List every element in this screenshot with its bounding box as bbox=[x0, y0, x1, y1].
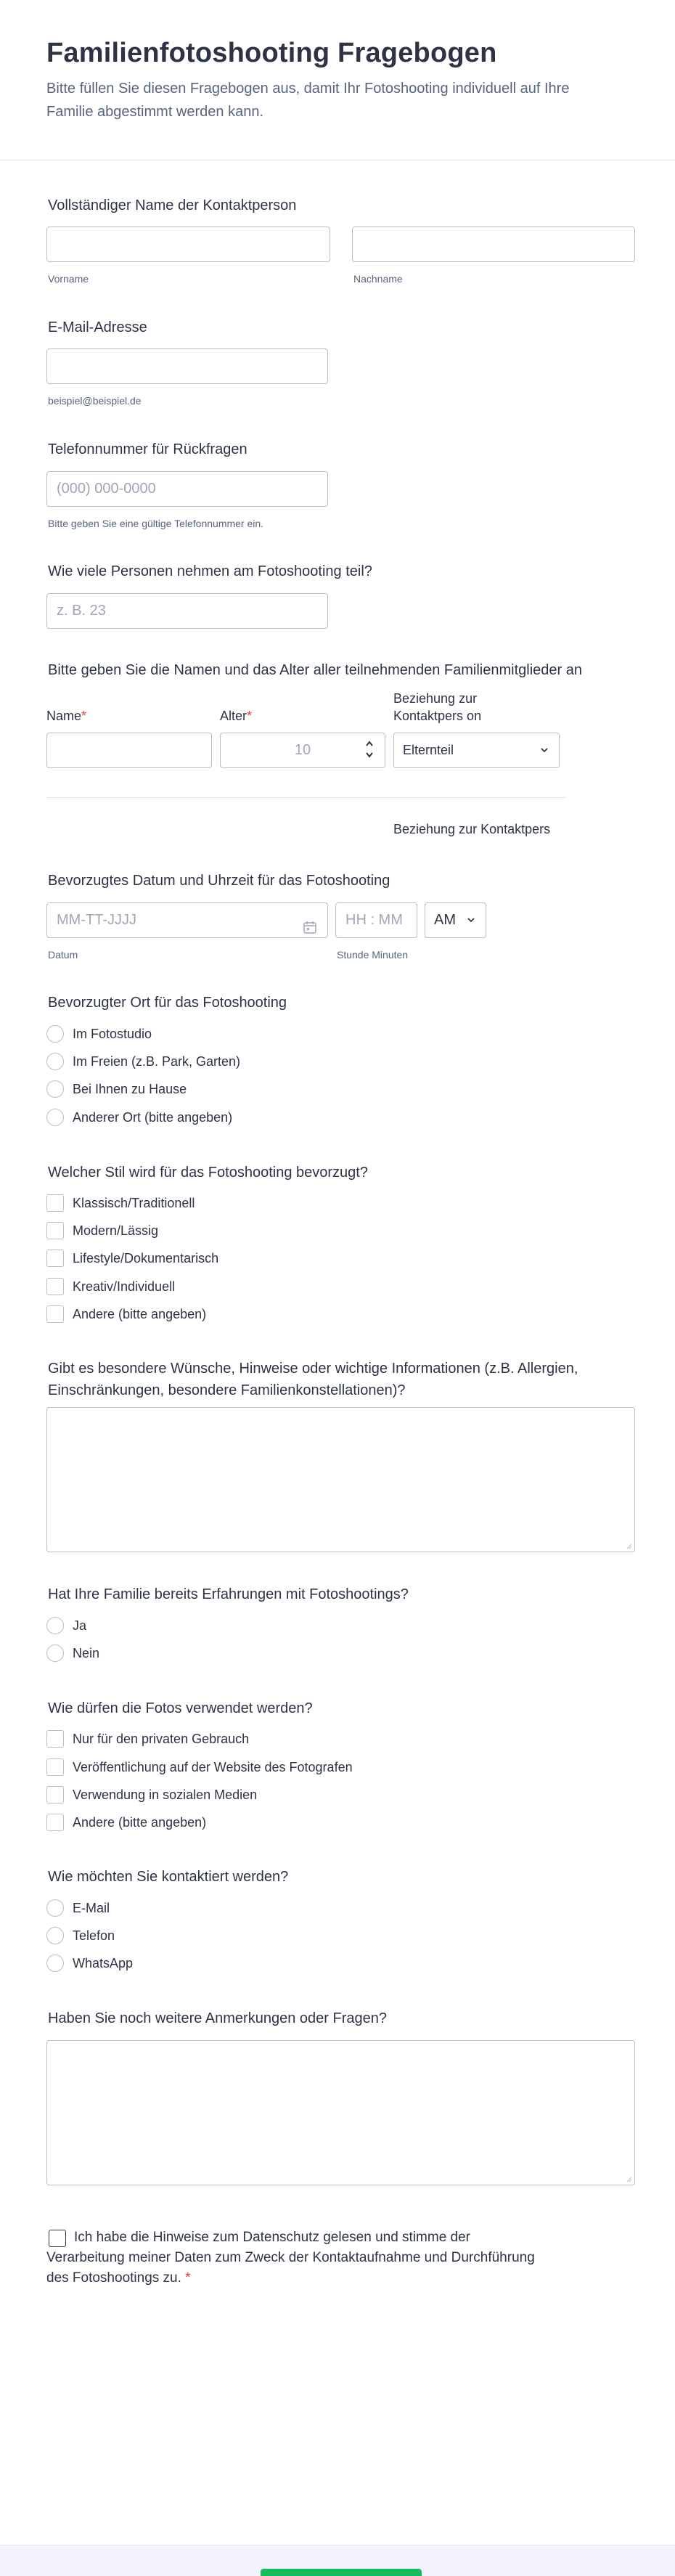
phone-input[interactable]: (000) 000-0000 bbox=[46, 471, 328, 507]
contact-name-label: Vollständiger Name der Kontaktperson bbox=[48, 197, 297, 213]
radio-button[interactable] bbox=[46, 1644, 64, 1662]
time-input[interactable]: HH : MM bbox=[335, 902, 417, 938]
radio-button[interactable] bbox=[46, 1617, 64, 1634]
checkbox[interactable] bbox=[46, 1278, 64, 1295]
age-stepper[interactable] bbox=[364, 738, 375, 764]
member-age-input[interactable]: 10 bbox=[220, 733, 385, 768]
experience-option[interactable]: Nein bbox=[46, 1643, 99, 1663]
checkbox[interactable] bbox=[46, 1194, 64, 1212]
first-name-sublabel: Vorname bbox=[48, 273, 89, 285]
row-divider bbox=[46, 797, 566, 798]
experience-label: Hat Ihre Familie bereits Erfahrungen mit Fotoshootings? bbox=[48, 1586, 409, 1602]
wishes-textarea[interactable] bbox=[46, 1407, 635, 1552]
style-option[interactable]: Klassisch/Traditionell bbox=[46, 1193, 195, 1213]
member-name-input[interactable] bbox=[46, 733, 212, 768]
persons-input[interactable]: z. B. 23 bbox=[46, 593, 328, 629]
relation-select[interactable]: Elternteil bbox=[393, 733, 560, 768]
first-name-input[interactable] bbox=[46, 227, 330, 262]
style-option[interactable]: Lifestyle/Dokumentarisch bbox=[46, 1248, 218, 1268]
location-option[interactable]: Im Fotostudio bbox=[46, 1024, 152, 1044]
col-relation-header-row2: Beziehung zur Kontaktpers bbox=[393, 822, 551, 836]
usage-option[interactable]: Andere (bitte angeben) bbox=[46, 1812, 206, 1833]
checkbox[interactable] bbox=[46, 1250, 64, 1267]
experience-option[interactable]: Ja bbox=[46, 1615, 86, 1636]
style-option[interactable]: Modern/Lässig bbox=[46, 1220, 158, 1241]
radio-button[interactable] bbox=[46, 1080, 64, 1098]
calendar-icon[interactable] bbox=[303, 913, 317, 947]
checkbox[interactable] bbox=[46, 1222, 64, 1239]
contact-method-option[interactable]: E-Mail bbox=[46, 1898, 110, 1918]
contact-method-option[interactable]: WhatsApp bbox=[46, 1953, 133, 1973]
page-subtitle: Bitte füllen Sie diesen Fragebogen aus, damit Ihr Fotoshooting individuell auf Ihre Familie abgestimmt werden kann. bbox=[46, 81, 570, 120]
email-sublabel: beispiel@beispiel.de bbox=[48, 395, 142, 407]
time-sublabel: Stunde Minuten bbox=[337, 949, 409, 961]
usage-label: Wie dürfen die Fotos verwendet werden? bbox=[48, 1700, 313, 1716]
date-input[interactable]: MM-TT-JJJJ bbox=[46, 902, 328, 938]
col-relation-header: Beziehung zur Kontaktpers on bbox=[393, 691, 482, 723]
datetime-label: Bevorzugtes Datum und Uhrzeit für das Fotoshooting bbox=[48, 873, 390, 889]
radio-button[interactable] bbox=[46, 1053, 64, 1070]
last-name-input[interactable] bbox=[352, 227, 635, 262]
col-age-header: Alter* bbox=[220, 709, 253, 723]
remarks-textarea[interactable] bbox=[46, 2040, 635, 2185]
privacy-consent-text: Ich habe die Hinweise zum Datenschutz gelesen und stimme der Verarbeitung meiner Daten zum Zweck der Kontaktaufnahme und Durchführung des Fotoshootings zu. * bbox=[46, 2230, 535, 2286]
last-name-sublabel: Nachname bbox=[353, 273, 403, 285]
page-title: Familienfotoshooting Fragebogen bbox=[46, 38, 497, 68]
style-label: Welcher Stil wird für das Fotoshooting bevorzugt? bbox=[48, 1165, 368, 1181]
stepper-arrows-icon bbox=[364, 738, 375, 761]
radio-button[interactable] bbox=[46, 1927, 64, 1944]
date-sublabel: Datum bbox=[48, 949, 78, 961]
ampm-select[interactable]: AM bbox=[425, 902, 486, 938]
location-option[interactable]: Anderer Ort (bitte angeben) bbox=[46, 1107, 232, 1128]
style-option[interactable]: Andere (bitte angeben) bbox=[46, 1304, 206, 1324]
chevron-down-icon bbox=[467, 903, 475, 951]
radio-button[interactable] bbox=[46, 1955, 64, 1972]
radio-button[interactable] bbox=[46, 1025, 64, 1043]
checkbox[interactable] bbox=[46, 1786, 64, 1803]
email-label: E-Mail-Adresse bbox=[48, 319, 147, 335]
submit-button[interactable] bbox=[261, 2569, 422, 2576]
resize-handle-icon bbox=[625, 1542, 632, 1549]
contact-method-label: Wie möchten Sie kontaktiert werden? bbox=[48, 1869, 289, 1885]
location-option[interactable]: Im Freien (z.B. Park, Garten) bbox=[46, 1051, 240, 1072]
form-header bbox=[0, 0, 675, 160]
phone-sublabel: Bitte geben Sie eine gültige Telefonnummer ein. bbox=[48, 518, 264, 529]
radio-button[interactable] bbox=[46, 1109, 64, 1126]
checkbox[interactable] bbox=[46, 1758, 64, 1776]
chevron-down-icon bbox=[540, 733, 549, 781]
col-name-header: Name* bbox=[46, 709, 87, 723]
radio-button[interactable] bbox=[46, 1899, 64, 1917]
phone-label: Telefonnummer für Rückfragen bbox=[48, 441, 248, 457]
location-option[interactable]: Bei Ihnen zu Hause bbox=[46, 1079, 187, 1099]
usage-option[interactable]: Veröffentlichung auf der Website des Fotografen bbox=[46, 1757, 353, 1777]
members-label: Bitte geben Sie die Namen und das Alter aller teilnehmenden Familienmitglieder an bbox=[48, 662, 582, 678]
usage-option[interactable]: Nur für den privaten Gebrauch bbox=[46, 1729, 249, 1749]
location-label: Bevorzugter Ort für das Fotoshooting bbox=[48, 995, 287, 1011]
wishes-label: Gibt es besondere Wünsche, Hinweise oder wichtige Informationen (z.B. Allergien, Einschränkungen, besondere Familienkonstellationen)? bbox=[48, 1361, 578, 1398]
checkbox[interactable] bbox=[46, 1305, 64, 1323]
usage-option[interactable]: Verwendung in sozialen Medien bbox=[46, 1785, 257, 1805]
resize-handle-icon bbox=[625, 2175, 632, 2182]
remarks-label: Haben Sie noch weitere Anmerkungen oder Fragen? bbox=[48, 2010, 387, 2026]
style-option[interactable]: Kreativ/Individuell bbox=[46, 1276, 175, 1297]
checkbox[interactable] bbox=[46, 1730, 64, 1748]
checkbox[interactable] bbox=[46, 1814, 64, 1831]
email-input[interactable] bbox=[46, 349, 328, 384]
contact-method-option[interactable]: Telefon bbox=[46, 1925, 115, 1946]
persons-label: Wie viele Personen nehmen am Fotoshooting teil? bbox=[48, 563, 372, 579]
